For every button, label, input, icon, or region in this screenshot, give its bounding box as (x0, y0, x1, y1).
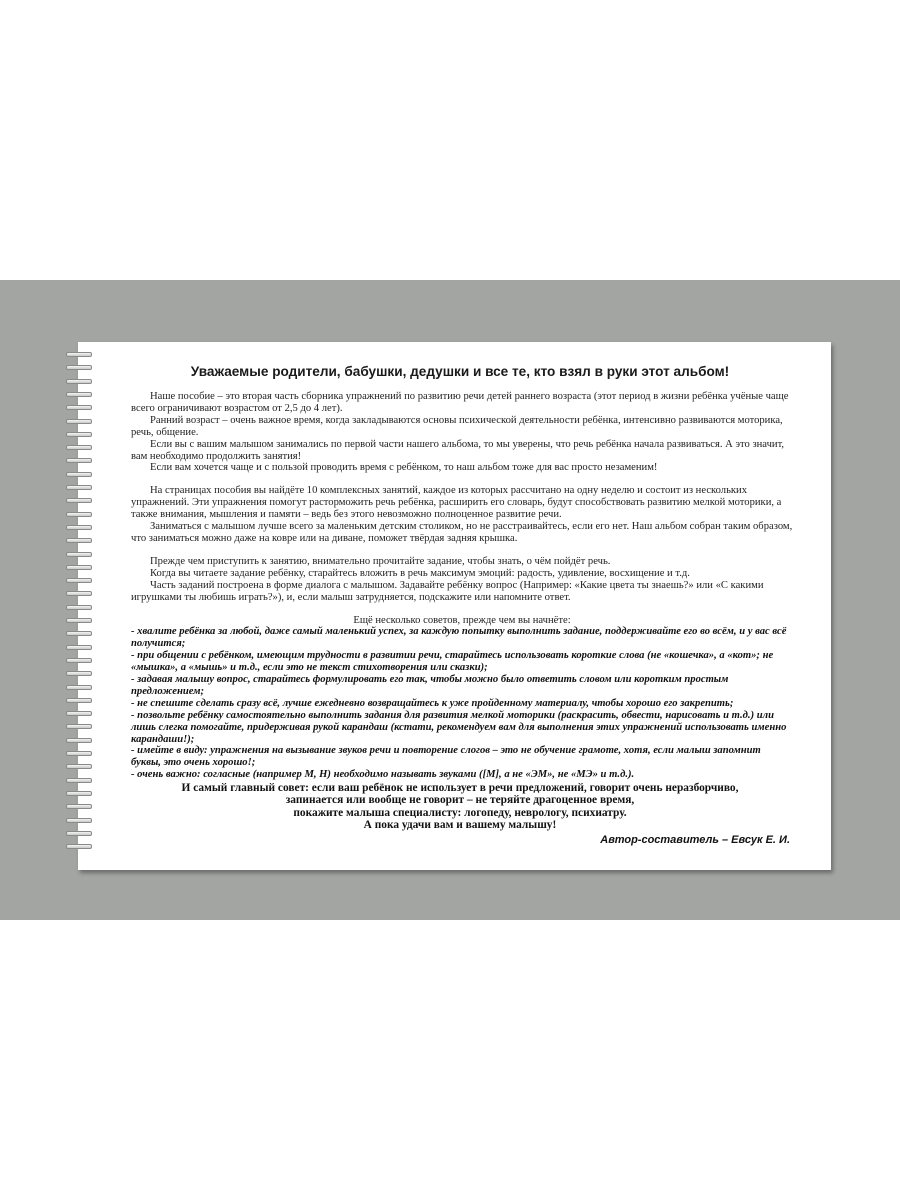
final-advice (140, 782, 780, 832)
spiral-ring (66, 844, 92, 848)
spiral-ring (66, 764, 92, 768)
tip-item: - при общении с ребёнком, имеющим трудности в развитии речи, старайтесь использовать короткие слова (не «кошечка», а «кот»; не «мышка», а «мышь» и т.д., если это не текст стихотворения или сказки); (131, 650, 774, 674)
pages-info-paragraph: Заниматься с малышом лучше всего за маленьким детским столиком, но не расстраивайтесь, если его нет. Наш альбом собран таким образом, что заниматься можно даже на ковре или на диване, поможет твёрдая задняя крышка. (131, 521, 793, 544)
intro-paragraph: Ранний возраст – очень важное время, когда закладываются основы психической деятельности ребёнка, интенсивно развиваются моторика, речь, общение. (131, 414, 783, 438)
page-title: Уважаемые родители, бабушки, дедушки и все те, кто взял в руки этот альбом! (190, 364, 730, 379)
tip-item: - имейте в виду: упражнения на вызывание звуков речи и повторение слогов – это не обучение грамоте, хотя, если малыш запомнит буквы, это очень хорошо!; (131, 745, 761, 769)
tip-item: - задавая малышу вопрос, старайтесь формулировать его так, чтобы можно было ответить словом или коротким простым предложением; (131, 674, 729, 697)
spiral-ring (66, 804, 92, 808)
spiral-ring (66, 498, 92, 502)
final-advice-line: И самый главный совет: если ваш ребёнок не использует в речи предложений, говорит очень неразборчиво, (181, 782, 739, 794)
spiral-ring (66, 445, 92, 449)
spiral-ring (66, 379, 92, 383)
spiral-ring (66, 831, 92, 835)
spiral-ring (66, 791, 92, 795)
spiral-ring (66, 631, 92, 635)
spiral-ring (66, 365, 92, 369)
spiral-ring (66, 512, 92, 516)
spiral-ring (66, 552, 92, 556)
spiral-ring (66, 618, 92, 622)
before-start-paragraph: Прежде чем приступить к занятию, внимательно прочитайте задание, чтобы знать, о чём пойдёт речь. (150, 555, 611, 567)
spiral-ring (66, 778, 92, 782)
spiral-ring (66, 698, 92, 702)
spiral-ring (66, 458, 92, 462)
author-signature: Автор-составитель – Евсук Е. И. (600, 834, 790, 846)
spiral-ring (66, 419, 92, 423)
spiral-ring (66, 711, 92, 715)
before-start-paragraph: Часть заданий построена в форме диалога с малышом. Задавайте ребёнку вопрос (Например: «Какие цвета ты знаешь?» или «С какими игрушками ты любишь играть?»), и, если малыш затрудняется, подскажите или напомните ответ. (131, 579, 764, 603)
tip-item: - очень важно: согласные (например М, Н) необходимо называть звуками ([М], а не «ЭМ», не «МЭ» и т.д.). (131, 769, 635, 781)
intro-paragraph: Наше пособие – это вторая часть сборника упражнений по развитию речи детей раннего возраста (этот период в жизни ребёнка учёные чаще всего ограничивают возрастом от 2,5 до 4 лет). (131, 391, 789, 414)
pages-info-paragraph: На страницах пособия вы найдёте 10 комплексных занятий, каждое из которых рассчитано на одну неделю и состоит из нескольких упражнений. Эти упражнения помогут расторможить речь ребёнка, расширить его словарь, будут способствовать развитию мелкой моторики, а также внимания, мышления и памяти – ведь без этого невозможно полноценное развитие речи. (131, 485, 782, 521)
spiral-ring (66, 724, 92, 728)
final-advice-line: покажите малыша специалисту: логопеду, неврологу, психиатру. (293, 806, 627, 819)
tip-item: - хвалите ребёнка за любой, даже самый маленький успех, за каждую попытку выполнить задание, поддерживайте его во всём, и у вас всё получится; (131, 626, 787, 650)
spiral-ring (66, 485, 92, 489)
intro-paragraph: Если вы с вашим малышом занимались по первой части нашего альбома, то мы уверены, что речь ребёнка начала развиваться. А это значит, вам необходимо продолжить занятия! (131, 438, 785, 462)
spiral-ring (66, 645, 92, 649)
spiral-ring (66, 432, 92, 436)
spiral-ring (66, 751, 92, 755)
spiral-ring (66, 578, 92, 582)
spiral-ring (66, 671, 92, 675)
spiral-binding (66, 352, 94, 862)
spiral-ring (66, 818, 92, 822)
body-text (131, 391, 793, 781)
spiral-ring (66, 472, 92, 476)
tip-item: - не спешите сделать сразу всё, лучше ежедневно возвращайтесь к уже пройденному материалу, чтобы хорошо его закрепить; (131, 697, 734, 709)
spiral-ring (66, 605, 92, 609)
final-advice-line: запинается или вообще не говорит – не теряйте драгоценное время, (285, 794, 635, 807)
spiral-ring (66, 352, 92, 356)
spiral-ring (66, 525, 92, 529)
spiral-ring (66, 565, 92, 569)
spiral-ring (66, 392, 92, 396)
final-advice-line: А пока удачи вам и вашему малышу! (363, 819, 557, 832)
tips-heading: Ещё несколько советов, прежде чем вы начнёте: (353, 614, 571, 626)
spiral-ring (66, 538, 92, 542)
spiral-ring (66, 591, 92, 595)
spiral-ring (66, 685, 92, 689)
spiral-ring (66, 658, 92, 662)
before-start-paragraph: Когда вы читаете задание ребёнку, старайтесь вложить в речь максимум эмоций: радость, удивление, восхищение и т.д. (150, 567, 690, 579)
tip-item: - позвольте ребёнку самостоятельно выполнить задания для развития мелкой моторики (раскрасить, обвести, нарисовать и т.д.) или лишь слегка помогайте, придерживая рукой карандаш (кстати, рекомендуем вам для выполнения этих упражнений использовать именно карандаши!); (131, 709, 787, 745)
spiral-ring (66, 405, 92, 409)
intro-paragraph: Если вам хочется чаще и с пользой проводить время с ребёнком, то наш альбом тоже для вас просто незаменим! (150, 462, 658, 474)
spiral-ring (66, 738, 92, 742)
